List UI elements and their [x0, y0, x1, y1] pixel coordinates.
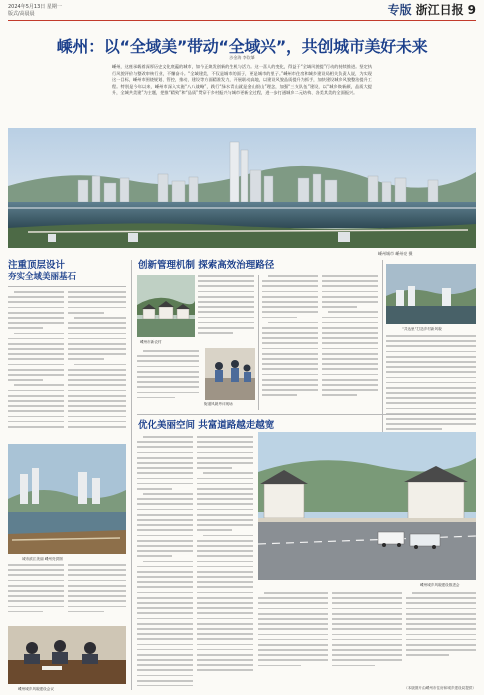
photo-right-top — [386, 264, 476, 324]
section-2-column-b — [137, 350, 199, 410]
masthead-meta — [8, 4, 62, 18]
section-label: 专版 — [387, 3, 412, 17]
page-number: 9 — [467, 2, 476, 17]
section-2-column-d — [322, 275, 378, 410]
page-title: 嵊州：以“全域美”带动“全域兴”，共创城市美好未来 — [56, 37, 428, 56]
column-divider-mid-a — [258, 275, 259, 410]
hero-caption: 嵊州城市 嵊州亮 摄 — [378, 251, 413, 256]
photo-village — [137, 275, 195, 337]
editor-line: 版式/高晨晨 — [8, 11, 35, 17]
photo-street — [205, 348, 255, 400]
photo-street-scene — [258, 432, 476, 580]
section-1-rule — [8, 286, 126, 287]
hero-photo — [8, 128, 476, 248]
section-1-column-b — [68, 291, 126, 439]
paper-name: 浙江日报 — [415, 3, 464, 17]
caption-urban: 城市滨江美丽 嵊州亮供图 — [22, 557, 63, 561]
section-1-subtitle: 夯实全域美丽基石 — [8, 272, 77, 282]
caption-right-top: “共达里”打造乡村新风貌 — [402, 327, 442, 331]
section-3-column-d — [332, 592, 402, 684]
masthead — [0, 0, 484, 22]
photo-urban-river — [8, 444, 126, 554]
right-column-text — [386, 335, 476, 435]
city-skyline-illustration — [8, 128, 476, 248]
section-2-title: 创新管理机制 探索高效治理路径 — [138, 260, 275, 271]
date-line: 2024年5月13日 星期一 — [8, 4, 62, 10]
section-3-column-b — [197, 436, 253, 686]
photo-credit-footnote: （本版图片由嵊州市住房和城乡建设局提供） — [404, 686, 476, 690]
section-3-column-e — [406, 592, 476, 678]
caption-bottom: 嵊州城乡风貌建设推进会 — [420, 583, 460, 587]
caption-street: 街道风貌考评现场 — [204, 402, 233, 406]
section-1-column-d — [68, 564, 126, 624]
photo-meeting — [8, 626, 126, 684]
section-3-column-a — [137, 436, 193, 686]
section-2-column-a — [198, 275, 254, 345]
column-divider-right — [382, 260, 383, 440]
section-3-column-c — [258, 592, 328, 684]
section-1-column-a — [8, 291, 64, 439]
section-1-column-c — [8, 564, 64, 624]
masthead-rule — [8, 20, 476, 21]
section-3-rule — [137, 414, 476, 415]
section-1-title: 注重顶层设计 — [8, 260, 66, 271]
masthead-brand — [388, 1, 476, 18]
caption-meeting: 嵊州城乡风貌建设会议 — [18, 687, 54, 691]
column-divider-left — [131, 260, 132, 690]
lead-paragraph: 嵊州，这座承载着深厚历史文化底蕴的城市，如今正焕发创新的生机与活力。这一喜人的变化，得益于“全域风貌提”行动的持续推进。坚定执行风貌评价与整改审核行业，不懈奋斗。“全域建美，不仅是城市的面子，更是城市的里子。”嵊州市住房和城乡建设局相关负责人说，为实现这一目标，嵊州市围绕规划、管控，推动，建设等方面精准发力，开展联动高地，以建设风貌品质提升为抓手，加快建设城乡风貌整治提升工程。特别是今年以来，嵊州市深入实施“八八战略”，践行“绿水青山就是金山银山”理念，加强“三支队伍”建设，以“城乡焕新颜，品质大提升，全城共美建”为主题，把推“精致”和“品质”贯穿于乡村振兴与城市更新全过程，进一步打通城乡二元结构、各美其美的全面振兴。 — [112, 64, 372, 95]
caption-village: 嵊州市新农村 — [140, 340, 162, 344]
section-3-title: 优化美丽空间 共富道路越走越宽 — [138, 420, 275, 431]
byline: 沙金海 李钦肇 — [229, 55, 255, 60]
section-2-column-c — [262, 275, 318, 410]
